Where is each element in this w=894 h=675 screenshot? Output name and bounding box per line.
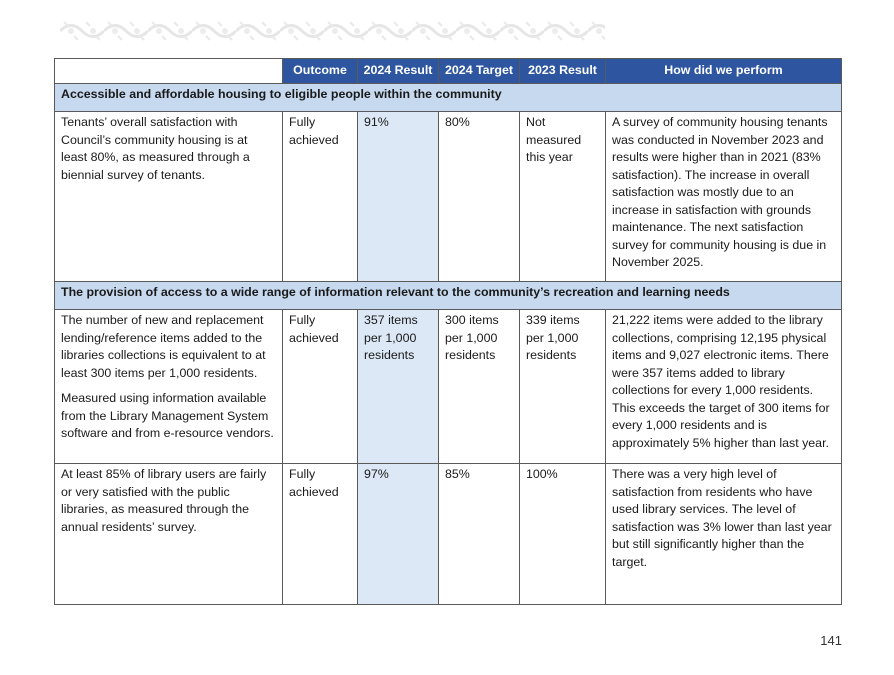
section-row-libraries <box>55 282 842 310</box>
decorative-pattern-banner-icon <box>60 20 605 42</box>
performance-cell: 21,222 items were added to the library collections, comprising 12,195 physical items and 9,027 electronic items. There were 357 items added to library collections for every 1,000 residents. This exceeds the target of 300 items for every 1,000 residents and is approximately 5% higher than last year. <box>606 310 842 464</box>
measure-text: Tenants’ overall satisfaction with Council’s community housing is at least 80%, as measured through a biennial survey of tenants. <box>61 115 250 182</box>
target-2024-cell: 300 items per 1,000 residents <box>439 310 520 464</box>
target-2024-cell: 80% <box>439 112 520 282</box>
outcome-cell: Fully achieved <box>283 310 358 464</box>
measure-text: At least 85% of library users are fairly or very satisfied with the public libraries, as measured through the annual residents’ survey. <box>61 467 267 534</box>
table-row <box>55 310 842 464</box>
target-2024-cell: 85% <box>439 464 520 605</box>
header-outcome: Outcome <box>283 59 358 84</box>
header-measure-blank <box>55 59 283 84</box>
header-2023-result: 2023 Result <box>520 59 606 84</box>
header-2024-result: 2024 Result <box>358 59 439 84</box>
result-2023-cell: Not measured this year <box>520 112 606 282</box>
measure-cell <box>55 464 283 605</box>
outcome-cell: Fully achieved <box>283 112 358 282</box>
result-2023-cell: 339 items per 1,000 residents <box>520 310 606 464</box>
table-header-row <box>55 59 842 84</box>
result-2024-cell: 357 items per 1,000 residents <box>358 310 439 464</box>
header-how-did-we-perform: How did we perform <box>606 59 842 84</box>
measure-method-text: Measured using information available from the Library Management System software and from e-resource vendors. <box>61 391 274 440</box>
result-2024-cell: 97% <box>358 464 439 605</box>
table-row <box>55 112 842 282</box>
measure-cell <box>55 310 283 464</box>
performance-cell: A survey of community housing tenants was conducted in November 2023 and results were higher than in 2021 (83% satisfaction). The increase in overall satisfaction was mostly due to an increase in satisfaction with grounds maintenance. The next satisfaction survey for community housing is due in November 2025. <box>606 112 842 282</box>
section-title: The provision of access to a wide range of information relevant to the community’s recreation and learning needs <box>55 282 842 310</box>
section-row-housing <box>55 84 842 112</box>
result-2023-cell: 100% <box>520 464 606 605</box>
table-row <box>55 464 842 605</box>
header-2024-target: 2024 Target <box>439 59 520 84</box>
performance-cell: There was a very high level of satisfaction from residents who have used library services. The level of satisfaction was 3% lower than last year but still significantly higher than the target. <box>606 464 842 605</box>
section-title: Accessible and affordable housing to eligible people within the community <box>55 84 842 112</box>
measure-cell <box>55 112 283 282</box>
result-2024-cell: 91% <box>358 112 439 282</box>
measure-text: The number of new and replacement lending/reference items added to the libraries collections is equivalent to at least 300 items per 1,000 residents. <box>61 313 266 380</box>
page-number: 141 <box>820 633 842 648</box>
outcome-cell: Fully achieved <box>283 464 358 605</box>
performance-table <box>54 58 842 605</box>
